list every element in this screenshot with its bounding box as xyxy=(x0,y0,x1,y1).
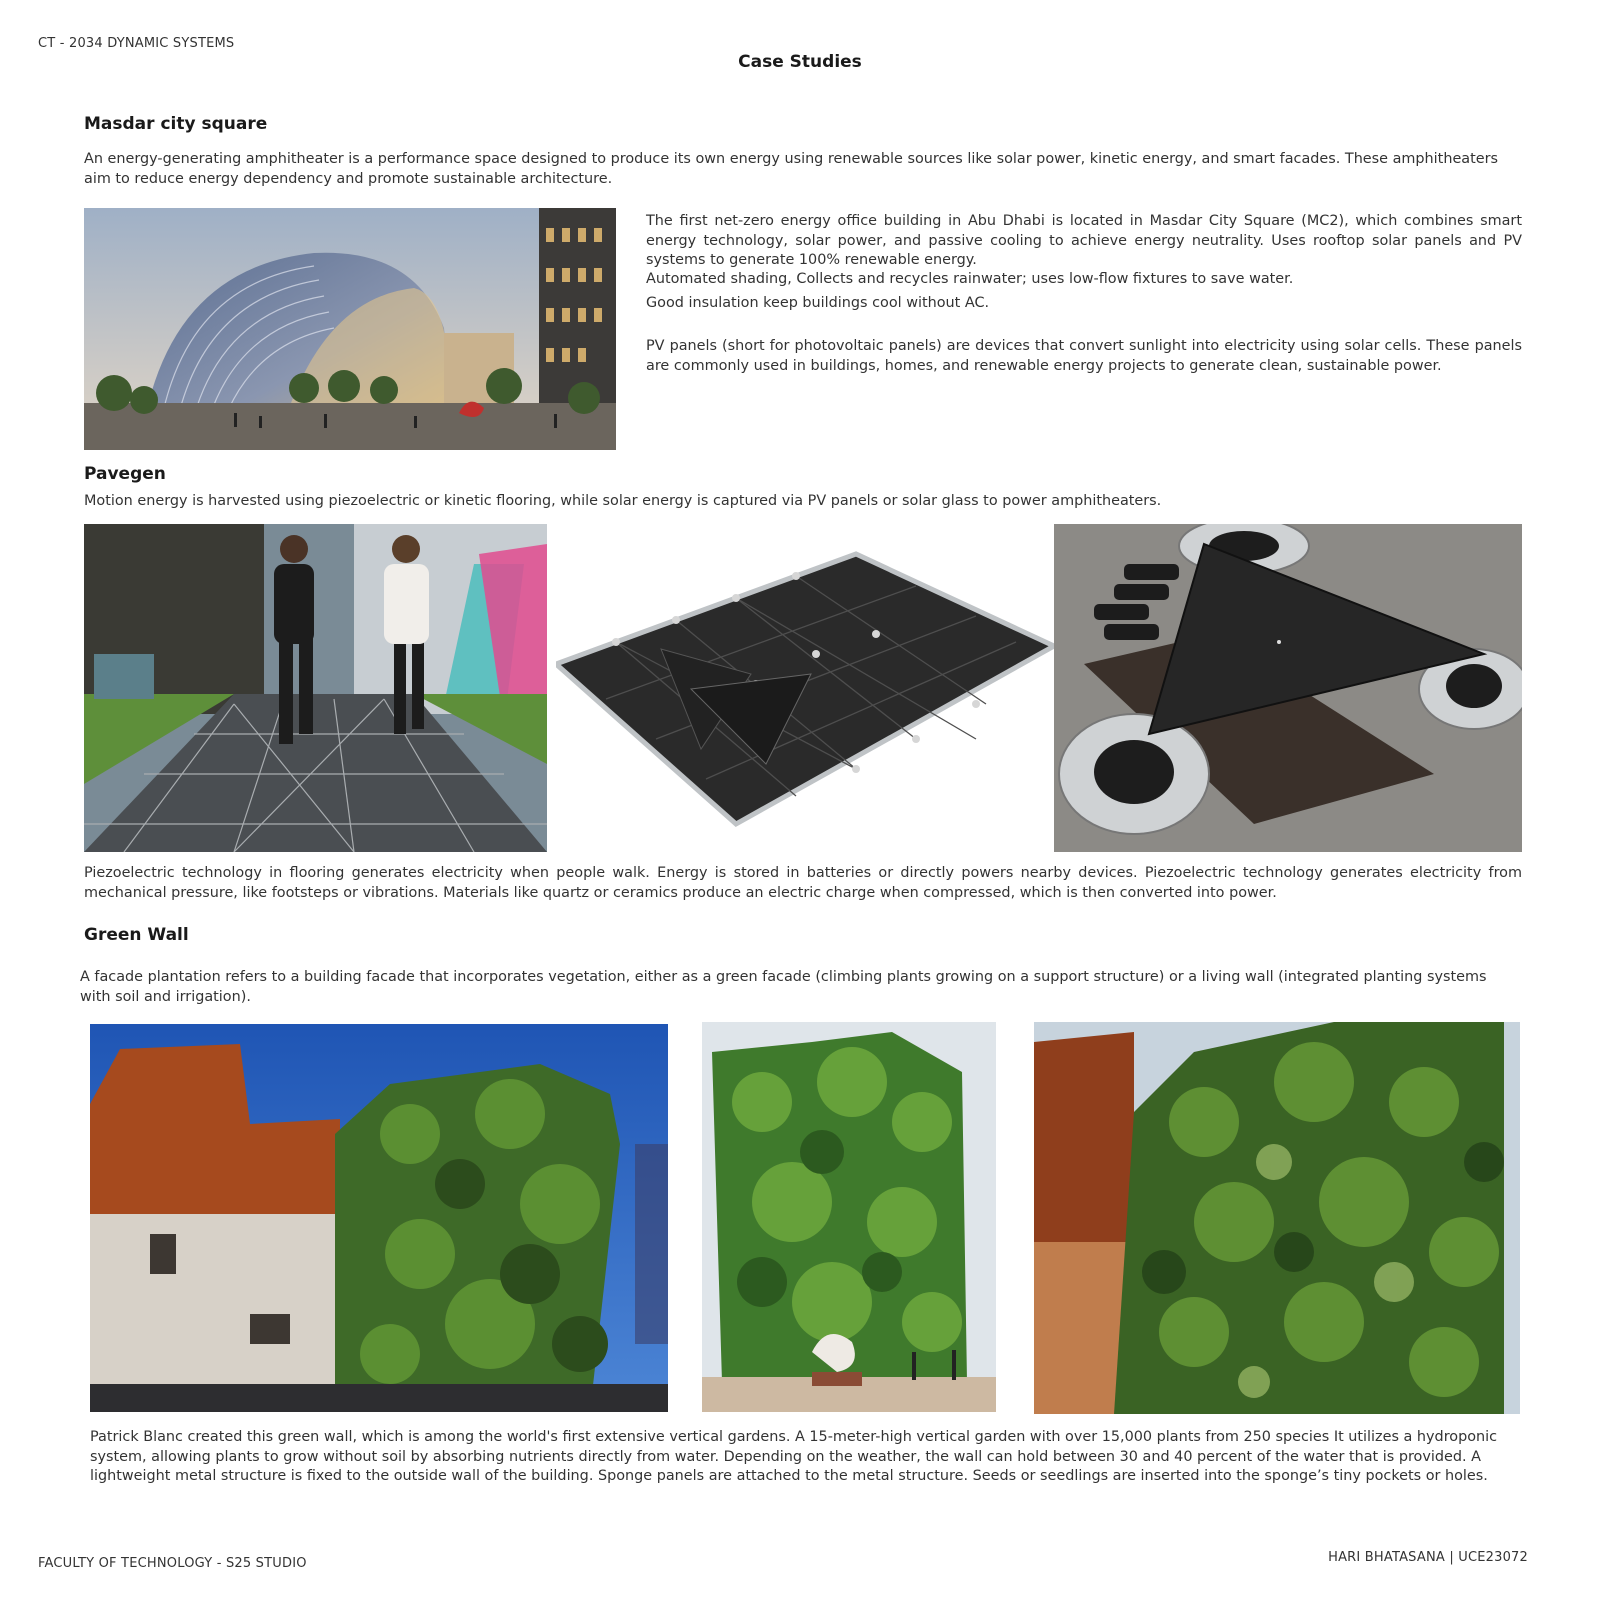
greenwall-side-photo xyxy=(1034,1022,1520,1414)
masdar-desc-2: Automated shading, Collects and recycles rainwater; uses low-flow fixtures to save water. xyxy=(646,271,1294,287)
masdar-desc-4: PV panels (short for photovoltaic panels) are devices that convert sunlight into electricity using solar cells. These panels are commonly used in buildings, homes, and renewable energy projects to generate clean, sustainable power. xyxy=(646,338,1522,374)
greenwall-desc: Patrick Blanc created this green wall, which is among the world's first extensive vertical gardens. A 15-meter-high vertical garden with over 15,000 plants from 250 species It utilizes a hydroponic system, allowing plants to grow without soil by absorbing nutrients directly from water. Depending on the weather, the wall can hold between 30 and 40 percent of the water that is provided. A lightweight metal structure is fixed to the outside wall of the building. Sponge panels are attached to the metal structure. Seeds or seedlings are inserted into the sponge’s tiny pockets or holes. xyxy=(90,1429,1498,1484)
pavegen-desc: Piezoelectric technology in flooring generates electricity when people walk. Energy is stored in batteries or directly powers nearby devices. Piezoelectric technology generates electricity from mechanical pressure, like footsteps or vibrations. Materials like quartz or ceramics produce an electric charge when compressed, which is then converted into power. xyxy=(84,865,1522,901)
masdar-desc-3: Good insulation keep buildings cool without AC. xyxy=(646,295,990,311)
course-code: CT - 2034 DYNAMIC SYSTEMS xyxy=(38,36,235,51)
pavegen-tile-closeup-photo xyxy=(1054,524,1522,852)
page-title: Case Studies xyxy=(738,52,862,72)
masdar-desc-1: The first net-zero energy office building in Abu Dhabi is located in Masdar City Square (MC2), which combines smart energy technology, solar power, and passive cooling to achieve energy neutrality. Uses rooftop solar panels and PV systems to generate 100% renewable energy. xyxy=(646,213,1522,268)
pavegen-walkway-photo xyxy=(84,524,547,852)
greenwall-intro: A facade plantation refers to a building facade that incorporates vegetation, either as a green facade (climbing plants growing on a support structure) or a living wall (integrated planting systems with soil and irrigation). xyxy=(80,969,1487,1005)
masdar-building-photo xyxy=(84,208,616,450)
pavegen-tile-array-photo xyxy=(556,524,1054,842)
footer-faculty: FACULTY OF TECHNOLOGY - S25 STUDIO xyxy=(38,1556,307,1571)
greenwall-front-photo xyxy=(702,1022,996,1412)
greenwall-heading: Green Wall xyxy=(84,925,189,945)
greenwall-caixaforum-photo xyxy=(90,1024,668,1412)
pavegen-intro: Motion energy is harvested using piezoelectric or kinetic flooring, while solar energy is captured via PV panels or solar glass to power amphitheaters. xyxy=(84,493,1162,509)
masdar-heading: Masdar city square xyxy=(84,114,268,134)
masdar-intro: An energy-generating amphitheater is a performance space designed to produce its own energy using renewable sources like solar power, kinetic energy, and smart facades. These amphitheaters aim to reduce energy dependency and promote sustainable architecture. xyxy=(84,151,1499,187)
pavegen-heading: Pavegen xyxy=(84,464,166,484)
footer-author: HARI BHATASANA | UCE23072 xyxy=(1328,1550,1528,1565)
